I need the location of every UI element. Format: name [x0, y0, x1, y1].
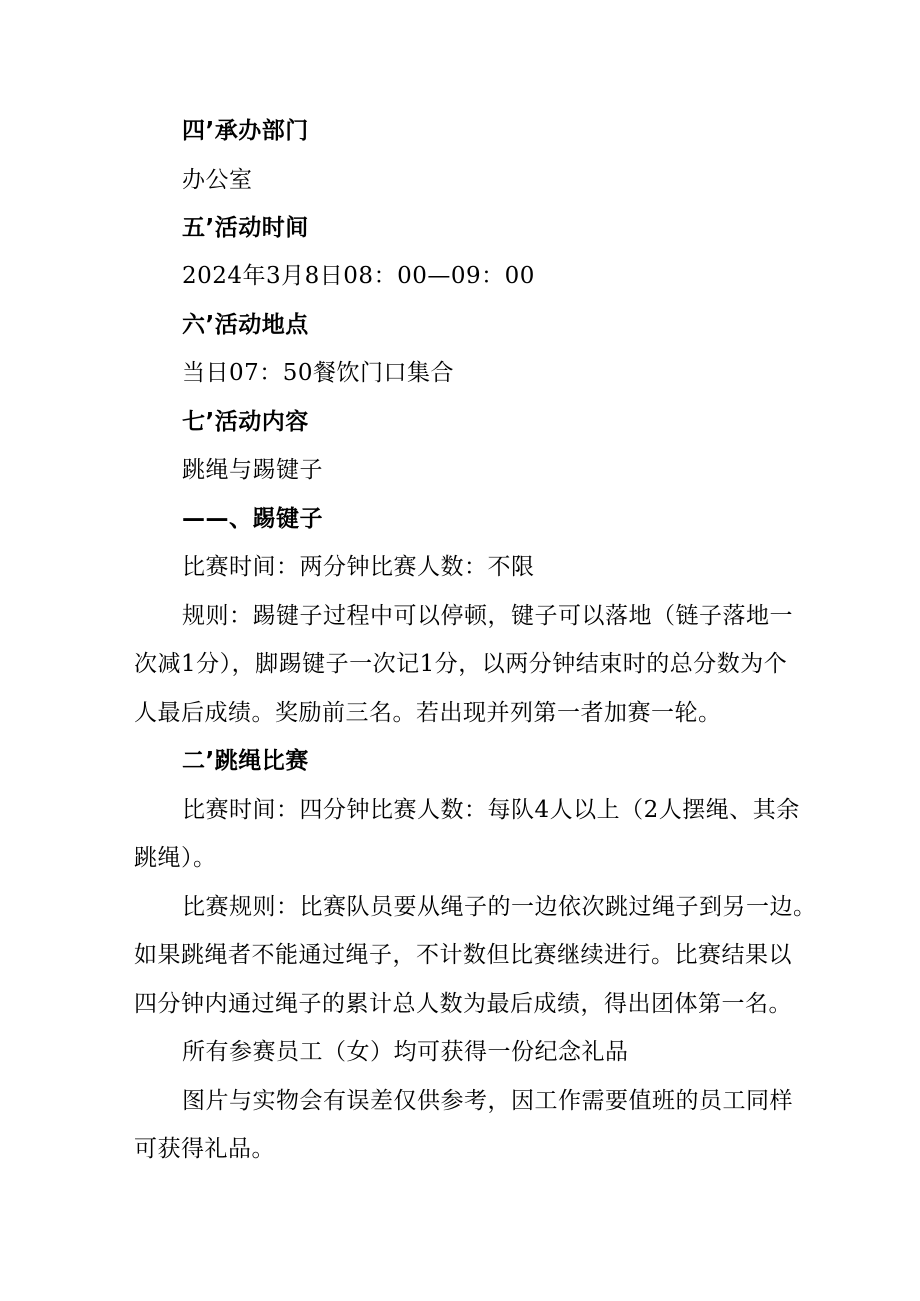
section-4-heading: 四’承办部门: [182, 118, 309, 144]
rope-rules-line: 如果跳绳者不能通过绳子，不计数但比赛继续进行。比赛结果以: [134, 942, 792, 968]
section-7-heading: 七’活动内容: [182, 409, 309, 435]
shuttlecock-rules-line: 人最后成绩。奖励前三名。若出现并列第一者加赛一轮。: [134, 700, 722, 726]
section-4-body: 办公室: [182, 167, 253, 193]
shuttlecock-heading: ——、踢键子: [182, 506, 323, 532]
section-5-heading: 五’活动时间: [182, 215, 309, 241]
rope-time-line: 跳绳）。: [134, 845, 217, 871]
section-7-body: 跳绳与踢键子: [182, 457, 323, 483]
rope-rules-line: 四分钟内通过绳子的累计总人数为最后成绩，得出团体第一名。: [134, 991, 792, 1017]
rope-time-line: 比赛时间：四分钟比赛人数：每队4人以上（2人摆绳、其余: [182, 797, 800, 823]
section-6-heading: 六’活动地点: [182, 312, 309, 338]
shuttlecock-rules-line: 次减1分），脚踢键子一次记1分，以两分钟结束时的总分数为个: [134, 651, 788, 677]
rope-rules-line: 比赛规则：比赛队员要从绳子的一边依次跳过绳子到另一边。: [182, 894, 817, 920]
section-5-body: 2024年3月8日08：00—09：00: [182, 263, 535, 289]
gift-line: 所有参赛员工（女）均可获得一份纪念礼品: [182, 1039, 629, 1065]
section-6-body: 当日07：50餐饮门口集合: [182, 360, 455, 386]
shuttlecock-time-line: 比赛时间：两分钟比赛人数：不限: [182, 554, 535, 580]
shuttlecock-rules-line: 规则：踢键子过程中可以停顿，键子可以落地（链子落地一: [182, 603, 793, 629]
note-line: 可获得礼品。: [134, 1136, 275, 1162]
rope-heading: 二’跳绳比赛: [182, 748, 309, 774]
note-line: 图片与实物会有误差仅供参考，因工作需要值班的员工同样: [182, 1088, 793, 1114]
